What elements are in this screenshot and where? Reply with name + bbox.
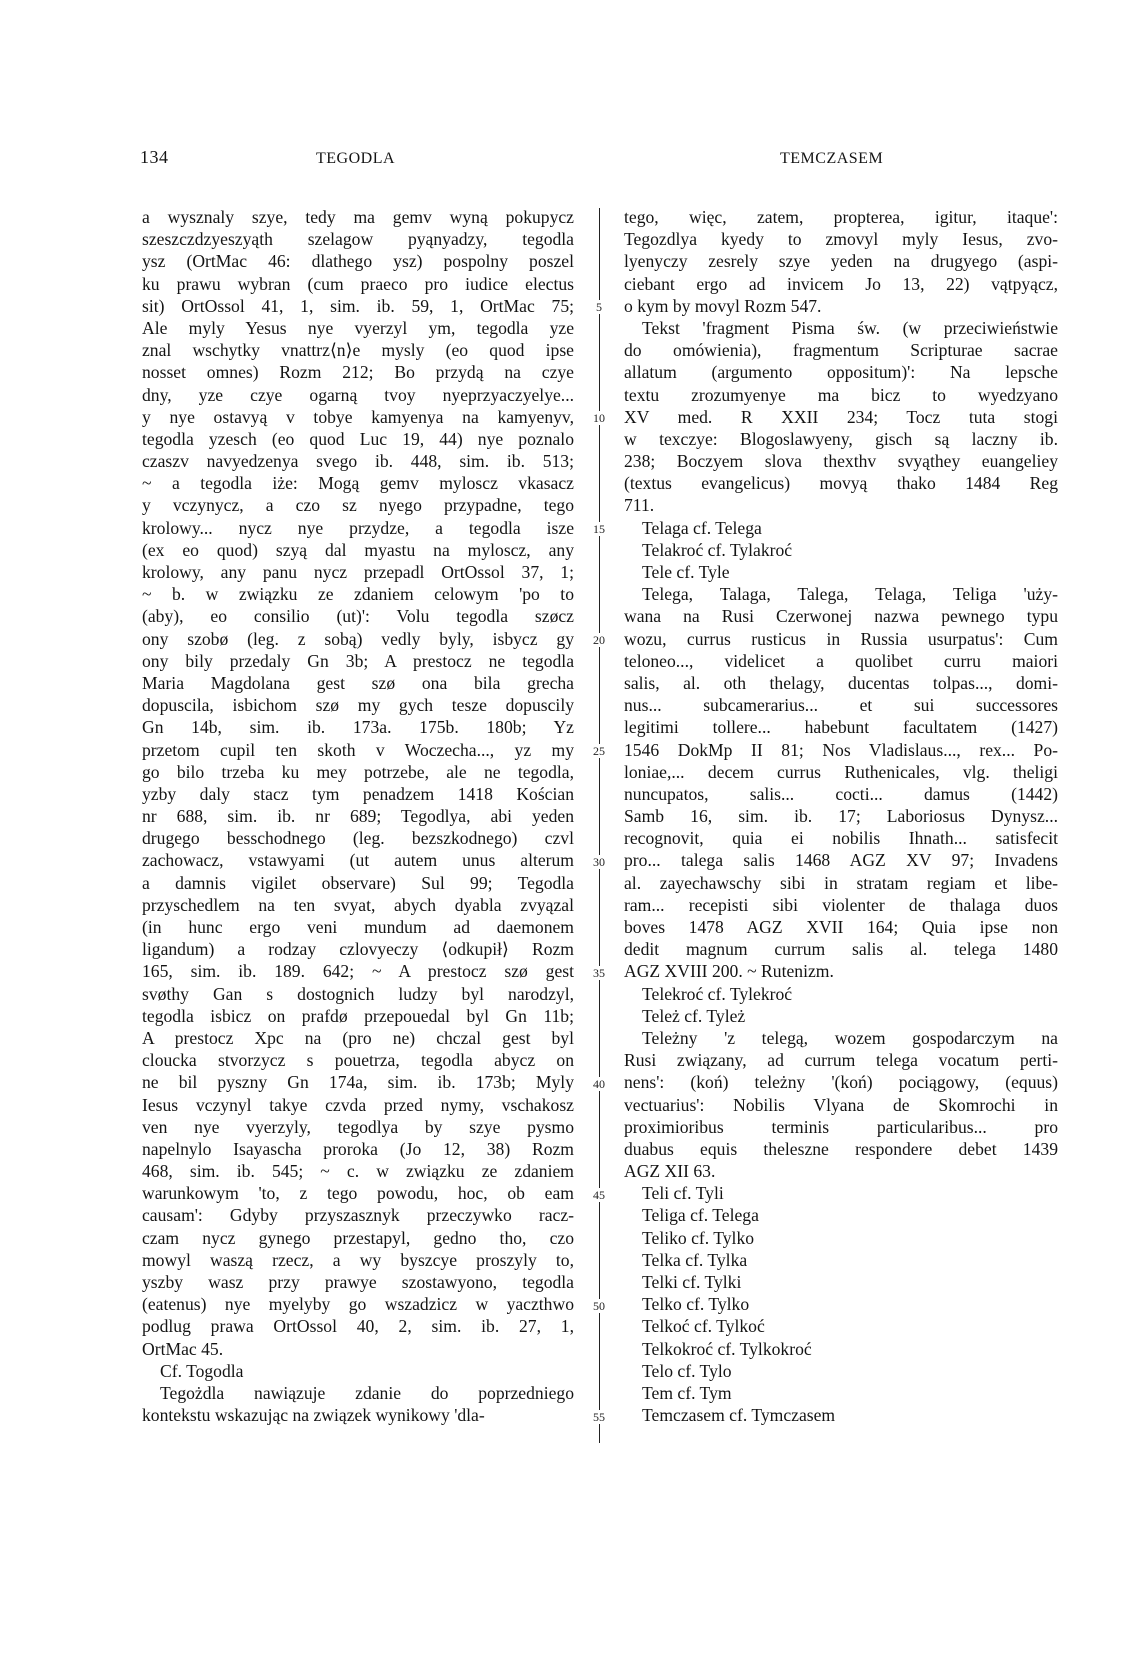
- line-number: [582, 522, 616, 537]
- text-line: salis, al. oth thelagy, ducentas tolpas..., domi-: [624, 672, 1058, 693]
- text-line: ony szobø (leg. z sobą) vedly byly, isbycz gy: [142, 628, 574, 649]
- text-line: Telekroć cf. Tylekroć: [642, 983, 793, 1004]
- text-line: krolowy, any panu nycz przepadl OrtOssol 37, 1;: [142, 562, 574, 582]
- text-line: causam': Gdyby przyszasznyk przeczywko racz-: [142, 1205, 574, 1226]
- text-line: Telkoć cf. Tylkoć: [642, 1316, 765, 1337]
- text-line: go bilo trzeba ku mey potrzebe, ale ne tegodla,: [142, 761, 574, 782]
- text-line: przetom cupil ten skoth v Woczecha..., yz my: [142, 739, 574, 760]
- text-line: Rusi związany, ad currum telega vocatum perti-: [624, 1050, 1058, 1071]
- text-line: y vczynycz, a czo sz nyego przypadne, tego: [142, 495, 574, 516]
- text-line: Telki cf. Tylki: [642, 1272, 742, 1292]
- text-line: ku prawu wybran (cum praeco pro iudice electus: [142, 273, 574, 294]
- text-line: Maria Magdolana gest szø ona bila grecha: [142, 672, 574, 693]
- text-line: y nye ostavyą v tobye kamyenya na kamyenyv,: [142, 406, 574, 427]
- text-line: czaszv navyedzenya svego ib. 448, sim. ib. 513;: [142, 451, 574, 472]
- text-line: yzby daly stacz tym penadzem 1418 Kościan: [142, 783, 574, 804]
- line-number-label: 55: [593, 1409, 605, 1424]
- line-number-label: 15: [593, 521, 605, 536]
- text-line: Samb 16, sim. ib. 17; Laboriosus Dynysz...: [624, 806, 1058, 827]
- text-line: tegodla isbicz on prafdø przepouedal byl Gn 11b;: [142, 1005, 574, 1026]
- text-line: Telo cf. Tylo: [642, 1360, 732, 1381]
- text-line: Telega, Talaga, Talega, Telaga, Teliga 'uży-: [642, 584, 1058, 605]
- left-column: [142, 206, 574, 1426]
- text-line: ven nye vyerzyly, tegodlya by szye pysmo: [142, 1116, 574, 1137]
- text-line: w texczye: Blogoslawyeny, gisch są laczny ib.: [624, 428, 1058, 449]
- text-line: cloucka stvorzycz s pouetrza, tegodla abycz on: [142, 1050, 574, 1071]
- text-line: znal wschytky vnattrz⟨n⟩e mysly (eo quod ipse: [142, 340, 574, 361]
- text-line: sit) OrtOssol 41, 1, sim. ib. 59, 1, OrtMac 75;: [142, 295, 574, 316]
- text-line: Tegozdlya kyedy to zmovyl myly Iesus, zvo-: [624, 229, 1058, 250]
- line-number: [582, 1077, 616, 1092]
- text-line: lyenyczy zesrely szye yeden na drugyego (aspi-: [624, 251, 1058, 272]
- text-line: Tem cf. Tym: [642, 1382, 732, 1403]
- text-line: Teliga cf. Telega: [642, 1205, 759, 1226]
- text-line: yszby wasz przy prawye szostawyono, tegodla: [142, 1272, 574, 1292]
- text-line: A prestocz Xpc na (pro ne) chczal gest byl: [142, 1027, 574, 1048]
- text-line: Ale myly Yesus nye vyerzyl ym, tegodla yze: [142, 317, 574, 338]
- line-number-label: 30: [593, 854, 605, 869]
- text-line: pro... talega salis 1468 AGZ XV 97; Invadens: [624, 850, 1058, 871]
- text-line: dedit magnum currum salis al. telega 1480: [624, 939, 1058, 960]
- text-line: Gn 14b, sim. ib. 173a. 175b. 180b; Yz: [142, 717, 574, 738]
- text-line: 468, sim. ib. 545; ~ c. w związku ze zdaniem: [142, 1161, 574, 1182]
- line-number-label: 5: [596, 299, 602, 314]
- text-line: tego, więc, zatem, propterea, igitur, itaque':: [624, 207, 1058, 227]
- line-number-label: 10: [593, 410, 605, 425]
- text-line: vectuarius': Nobilis Vlyana de Skomrochi in: [624, 1094, 1058, 1115]
- text-line: ony bily przedaly Gn 3b; A prestocz ne tegodla: [142, 650, 574, 671]
- text-line: dny, yze czye ogarną tvoy nyeprzyaczyelye...: [142, 384, 574, 405]
- text-line: (ex eo quod) szyą dal myastu na myloscz, any: [142, 539, 574, 560]
- text-line: recognovit, quia ei nobilis Ihnath... satisfecit: [624, 828, 1058, 849]
- text-line: svøthy Gan s dostognich ludzy byl narodzyl,: [142, 983, 574, 1004]
- text-line: 711.: [624, 495, 655, 516]
- text-line: teloneo..., videlicet a quolibet curru maiori: [624, 650, 1058, 671]
- line-number-label: 25: [593, 743, 605, 758]
- line-number: [582, 1410, 616, 1425]
- text-line: AGZ XVIII 200. ~ Rutenizm.: [624, 961, 834, 982]
- text-line: o kym by movyl Rozm 547.: [624, 295, 822, 316]
- text-line: Telkokroć cf. Tylkokroć: [642, 1338, 812, 1359]
- line-number: [582, 1299, 616, 1314]
- text-line: Telka cf. Tylka: [642, 1249, 748, 1270]
- text-line: Telakroć cf. Tylakroć: [642, 539, 793, 560]
- line-number-label: 35: [593, 965, 605, 980]
- text-line: duabus equis thelesznе respondere debet 1439: [624, 1138, 1058, 1159]
- text-line: 165, sim. ib. 189. 642; ~ A prestocz szø gest: [142, 961, 574, 982]
- text-line: ysz (OrtMac 46: dlathego ysz) pospolny poszel: [142, 251, 574, 272]
- text-line: Teleżny 'z telegą, wozem gospodarczym na: [642, 1027, 1058, 1048]
- text-line: textu zrozumyenye ma bicz to wyedzyano: [624, 384, 1058, 405]
- text-line: AGZ XII 63.: [624, 1161, 716, 1182]
- text-line: nus... subcamerarius... et sui successores: [624, 695, 1058, 716]
- line-number: [582, 744, 616, 759]
- line-number: [582, 411, 616, 426]
- text-line: 1546 DokMp II 81; Nos Vladislaus..., rex... Po-: [624, 739, 1058, 760]
- text-line: nuncupatos, salis... cocti... damus (1442): [624, 783, 1058, 804]
- text-line: Cf. Togodla: [160, 1360, 244, 1381]
- text-line: a damnis vigilet observare) Sul 99; Tegodla: [142, 872, 574, 893]
- text-line: ~ a tegodla iże: Mogą gemv myloscz vkasacz: [142, 473, 574, 494]
- line-number-label: 20: [593, 632, 605, 647]
- text-line: nens': (koń) teleżny '(koń) pociągowy, (equus): [624, 1072, 1058, 1093]
- text-line: warunkowym 'to, z tego powodu, hoc, ob eam: [142, 1183, 574, 1204]
- text-line: 238; Boczyem slova thexthv svyąthey euangeliey: [624, 451, 1058, 472]
- page-number: 134: [140, 147, 169, 167]
- text-line: tegodla yzesch (eo quod Luc 19, 44) nye poznalo: [142, 428, 574, 449]
- text-line: podlug prawa OrtOssol 40, 2, sim. ib. 27, 1,: [142, 1316, 574, 1337]
- text-line: (aby), eo consilio (ut)': Volu tegodla szøcz: [142, 606, 574, 627]
- text-line: Temczasem cf. Tymczasem: [642, 1405, 836, 1426]
- text-line: loniae,... decem currus Ruthenicales, vlg. theligi: [624, 761, 1058, 782]
- text-line: Teleż cf. Tyleż: [642, 1005, 746, 1026]
- line-number: [582, 1188, 616, 1203]
- text-line: al. zayechawschy sibi in stratam regiam et libe-: [624, 872, 1058, 893]
- text-line: (in hunc ergo veni mundum ad daemonem: [142, 917, 574, 937]
- text-line: boves 1478 AGZ XVII 164; Quia ipse non: [624, 917, 1058, 937]
- line-number: [582, 966, 616, 981]
- text-line: Tegożdla nawiązuje zdanie do poprzedniego: [160, 1382, 574, 1403]
- text-line: Telko cf. Tylko: [642, 1294, 750, 1315]
- text-line: szeszczdzyeszyąth szelagow pyąnyadzy, tegodla: [142, 229, 574, 250]
- line-number-label: 50: [593, 1298, 605, 1313]
- text-line: wozu, currus rusticus in Russia usurpatus': Cum: [624, 628, 1058, 649]
- text-line: XV med. R XXII 234; Tocz tuta stogi: [624, 406, 1058, 427]
- text-line: napelnylo Isayascha proroka (Jo 12, 38) Rozm: [142, 1138, 574, 1159]
- text-line: Tele cf. Tyle: [642, 562, 730, 582]
- line-number-label: 45: [593, 1187, 605, 1202]
- text-line: ram... recepisti sibi violenter de thalaga duos: [624, 894, 1058, 915]
- text-line: drugego besschodnego (leg. bezszkodnego) czvl: [142, 828, 574, 849]
- text-line: do omówienia), fragmentum Scripturae sacrae: [624, 340, 1058, 361]
- text-line: (eatenus) nye myelyby go wszadzicz w yaczthwo: [142, 1294, 574, 1315]
- text-line: Tekst 'fragment Pisma św. (w przeciwieństwie: [642, 317, 1058, 338]
- text-line: nosset omnes) Rozm 212; Bo przydą na czye: [142, 362, 574, 383]
- text-line: krolowy... nycz nye przydze, a tegodla isze: [142, 517, 574, 538]
- text-line: kontekstu wskazując na związek wynikowy 'dla-: [142, 1405, 485, 1426]
- column-divider: [599, 208, 600, 1443]
- text-line: Iesus vczynyl takye czvda przed nymy, vschakosz: [142, 1094, 574, 1115]
- text-line: a wysznaly szye, tedy ma gemv wyną pokupycz: [142, 207, 574, 227]
- text-line: nr 688, sim. ib. nr 689; Tegodlya, abi yeden: [142, 806, 574, 827]
- line-number: [582, 300, 616, 315]
- text-line: OrtMac 45.: [142, 1338, 224, 1359]
- text-line: legitimi tollere... habebunt facultatem (1427): [624, 717, 1058, 738]
- text-line: ciebant ergo ad invicem Jo 13, 22) vątpyącz,: [624, 273, 1058, 294]
- text-line: zachowacz, vstawyami (ut autem unus alterum: [142, 850, 574, 871]
- text-line: dopuscila, isbichom szø my gych tesze dopuscily: [142, 695, 574, 716]
- text-line: czam nycz gynego przestapyl, gedno tho, czo: [142, 1227, 574, 1248]
- text-line: Teliko cf. Tylko: [642, 1227, 755, 1248]
- text-line: przyschedlem na ten svyat, abych dyabla zvyązal: [142, 894, 574, 915]
- text-line: (textus evangelicus) movyą thako 1484 Reg: [624, 473, 1058, 494]
- text-line: ne bil pyszny Gn 174a, sim. ib. 173b; Myly: [142, 1072, 574, 1093]
- line-number: [582, 633, 616, 648]
- text-line: ligandum) a rodzay czlovyeczy ⟨odkupił⟩ Rozm: [142, 939, 574, 960]
- right-running-head: TEMCZASEM: [780, 150, 884, 167]
- text-line: wana na Rusi Czerwonej nazwa pewnego typu: [624, 606, 1058, 627]
- line-number: [582, 855, 616, 870]
- text-line: Telaga cf. Telega: [642, 517, 762, 538]
- text-line: proximioribus terminis particularibus... pro: [624, 1116, 1058, 1137]
- line-number-label: 40: [593, 1076, 605, 1091]
- text-line: Teli cf. Tyli: [642, 1183, 724, 1204]
- left-running-head: TEGODLA: [316, 150, 396, 167]
- text-line: mowyl waszą rzecz, a wy byszcye proszyly to,: [142, 1249, 574, 1270]
- right-column: [624, 206, 1058, 1426]
- text-line: ~ b. w związku ze zdaniem celowym 'po to: [142, 584, 574, 605]
- text-line: allatum (argumento oppositum)': Na lepsche: [624, 362, 1058, 383]
